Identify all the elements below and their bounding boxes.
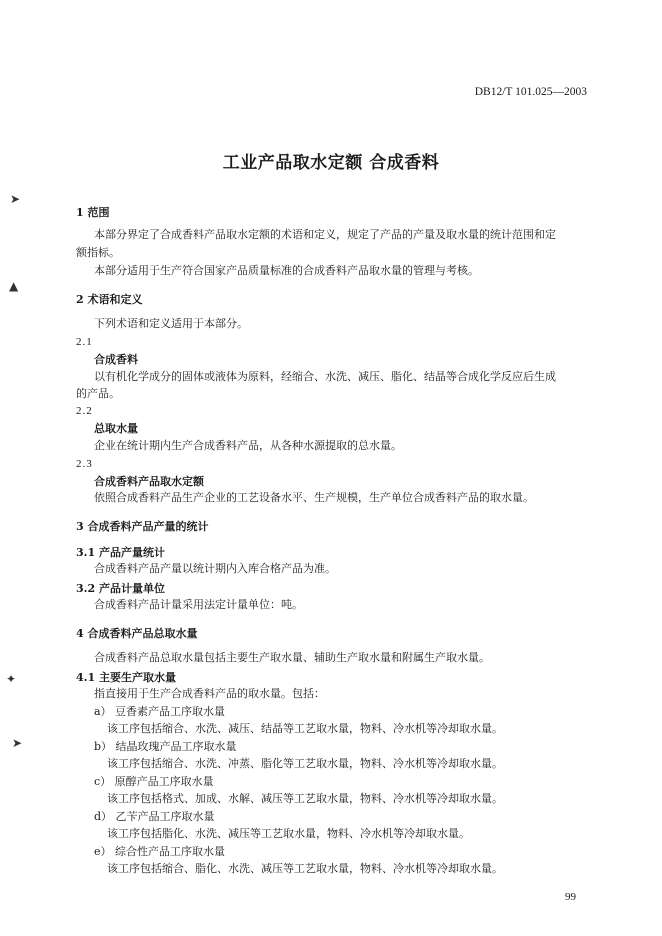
list-item-description: 该工序包括缩合、水洗、减压、结晶等工艺取水量，物料、冷水机等冷却取水量。 bbox=[107, 722, 503, 735]
section-1-paragraph-2: 本部分适用于生产符合国家产品质量标准的合成香料产品取水量的管理与考核。 bbox=[94, 264, 479, 277]
list-item-label: e） 综合性产品工序取水量 bbox=[94, 845, 226, 858]
list-item-label: a） 豆香素产品工序取水量 bbox=[94, 705, 226, 718]
standard-code: DB12/T 101.025—2003 bbox=[474, 86, 587, 98]
term-2-2-number: 2.2 bbox=[76, 405, 93, 417]
section-3-1-heading: 3.1 产品产量统计 bbox=[76, 546, 165, 559]
section-2-intro: 下列术语和定义适用于本部分。 bbox=[94, 317, 248, 330]
term-2-1-number: 2.1 bbox=[76, 336, 93, 348]
list-item-description: 该工序包括格式、加成、水解、减压等工艺取水量，物料、冷水机等冷却取水量。 bbox=[107, 792, 503, 805]
list-item-description: 该工序包括缩合、脂化、水洗、减压等工艺取水量，物料、冷水机等冷却取水量。 bbox=[107, 862, 503, 875]
document-title: 工业产品取水定额 合成香料 bbox=[222, 153, 440, 173]
term-2-1-definition-line-2: 的产品。 bbox=[76, 387, 120, 400]
margin-mark-icon: ➤ bbox=[10, 192, 21, 206]
list-item-label: b） 结晶玫瑰产品工序取水量 bbox=[94, 740, 237, 753]
margin-mark-icon: ▲ bbox=[9, 279, 19, 293]
section-3-2-heading: 3.2 产品计量单位 bbox=[76, 582, 165, 595]
section-2-heading: 2 术语和定义 bbox=[76, 293, 143, 306]
term-2-2-name: 总取水量 bbox=[94, 422, 138, 435]
section-1-paragraph-1-line-2: 额指标。 bbox=[76, 246, 120, 259]
term-2-1-name: 合成香料 bbox=[94, 353, 138, 366]
list-item-label: d） 乙苄产品工序取水量 bbox=[94, 810, 215, 823]
list-item-label: c） 原醇产品工序取水量 bbox=[94, 775, 214, 788]
section-1-paragraph-1-line-1: 本部分界定了合成香料产品取水定额的术语和定义，规定了产品的产量及取水量的统计范围和定 bbox=[94, 228, 556, 241]
section-4-intro: 合成香料产品总取水量包括主要生产取水量、辅助生产取水量和附属生产取水量。 bbox=[94, 651, 490, 664]
section-4-heading: 4 合成香料产品总取水量 bbox=[76, 627, 198, 640]
list-item-description: 该工序包括缩合、水洗、冲蒸、脂化等工艺取水量，物料、冷水机等冷却取水量。 bbox=[107, 757, 503, 770]
term-2-3-name: 合成香料产品取水定额 bbox=[94, 475, 204, 488]
term-2-2-definition: 企业在统计期内生产合成香料产品，从各种水源提取的总水量。 bbox=[94, 439, 402, 452]
page-number: 99 bbox=[565, 891, 576, 903]
section-1-heading: 1 范围 bbox=[76, 206, 110, 219]
margin-mark-icon: ➤ bbox=[12, 736, 23, 750]
list-item-description: 该工序包括脂化、水洗、减压等工艺取水量，物料、冷水机等冷却取水量。 bbox=[107, 827, 470, 840]
section-4-1-heading: 4.1 主要生产取水量 bbox=[76, 671, 176, 684]
term-2-3-number: 2.3 bbox=[76, 458, 93, 470]
term-2-3-definition: 依照合成香料产品生产企业的工艺设备水平、生产规模，生产单位合成香料产品的取水量。 bbox=[94, 491, 534, 504]
section-3-2-text: 合成香料产品计量采用法定计量单位：吨。 bbox=[94, 598, 303, 611]
section-3-heading: 3 合成香料产品产量的统计 bbox=[76, 520, 209, 533]
section-3-1-text: 合成香料产品产量以统计期内入库合格产品为准。 bbox=[94, 562, 336, 575]
section-4-1-intro: 指直接用于生产合成香料产品的取水量。包括： bbox=[94, 687, 325, 700]
margin-mark-icon: ✦ bbox=[6, 672, 17, 686]
term-2-1-definition-line-1: 以有机化学成分的固体或液体为原料，经缩合、水洗、减压、脂化、结晶等合成化学反应后生成 bbox=[94, 370, 556, 383]
